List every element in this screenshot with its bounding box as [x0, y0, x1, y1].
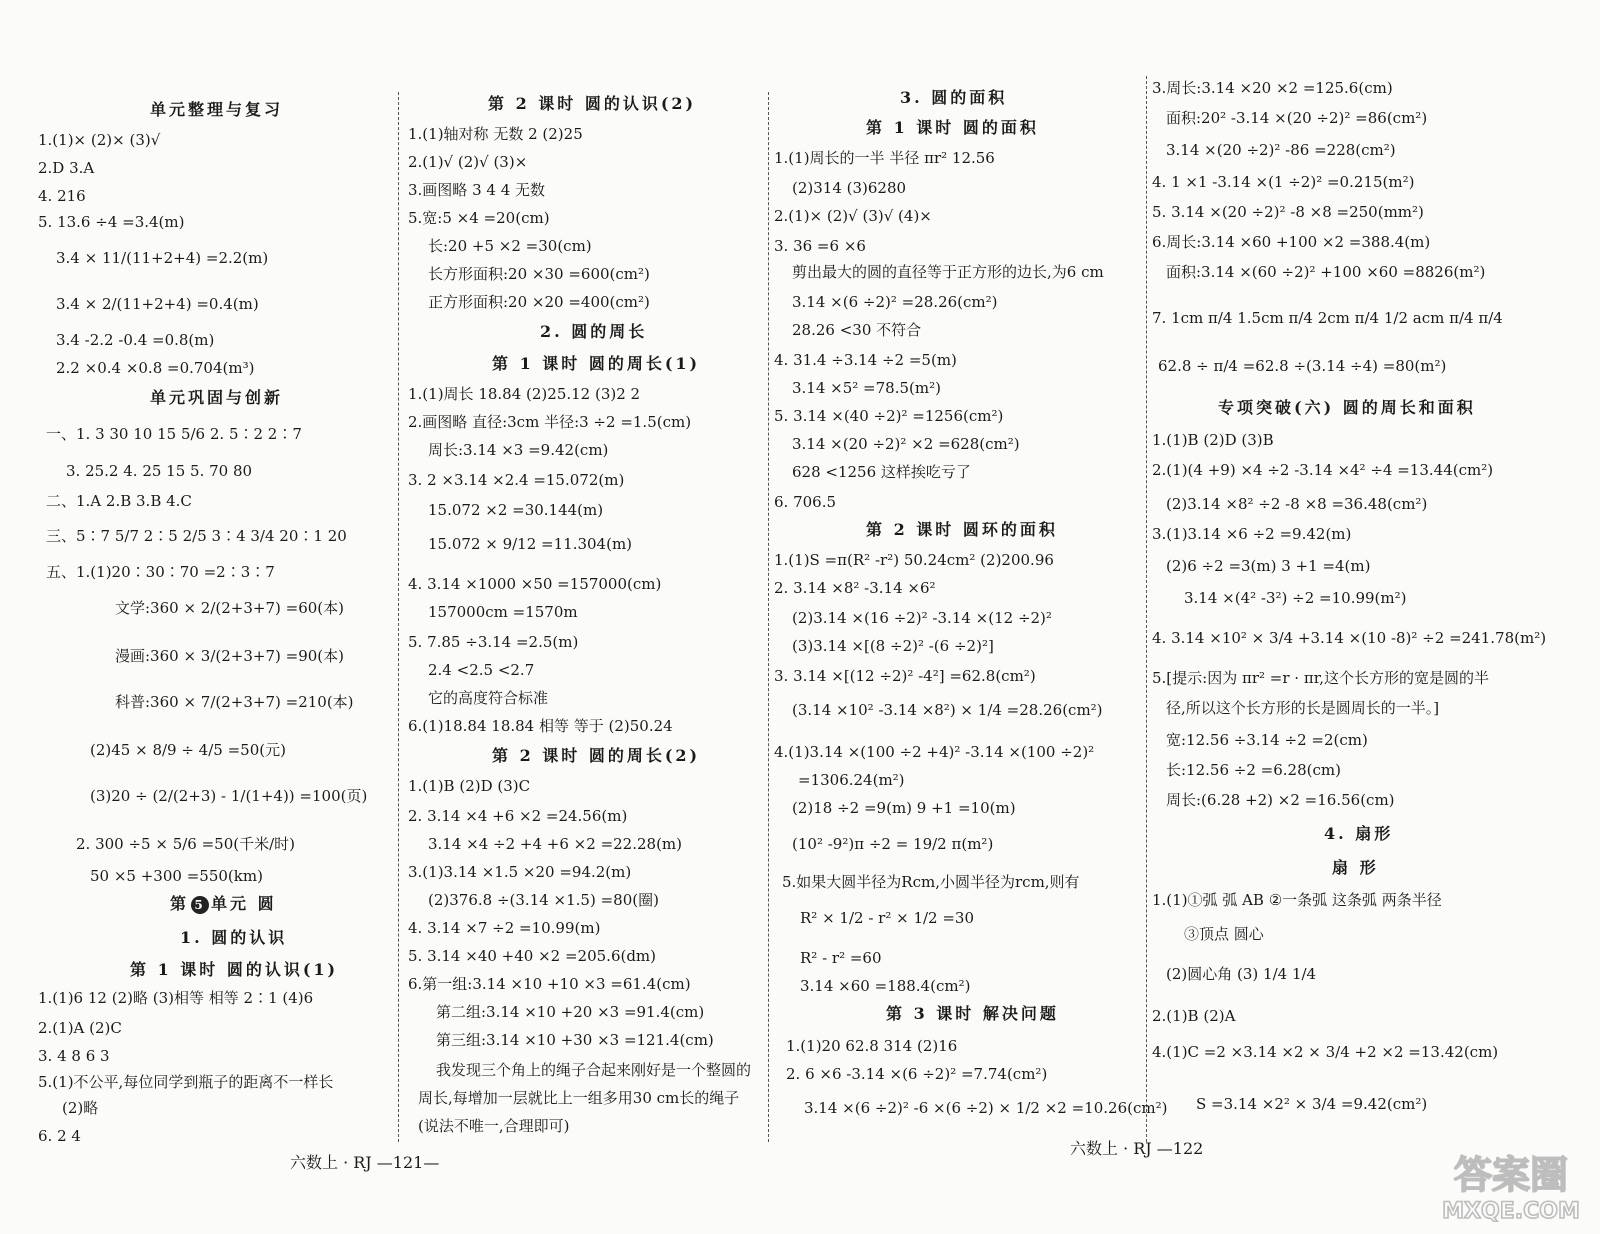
answer-line: 文学:360 × 2/(2+3+7) =60(本) — [115, 599, 344, 617]
answer-line: 1.(1)× (2)× (3)√ — [38, 131, 161, 149]
answer-line: 面积:20² -3.14 ×(20 ÷2)² =86(cm²) — [1166, 109, 1428, 127]
answer-line: 2.(1)√ (2)√ (3)× — [408, 153, 528, 171]
answer-line: 长方形面积:20 ×30 =600(cm²) — [428, 265, 650, 283]
answer-line: 3. 36 =6 ×6 — [774, 237, 866, 255]
answer-line: 3.14 ×(6 ÷2)² =28.26(cm²) — [792, 293, 998, 311]
answer-line: 15.072 ×2 =30.144(m) — [428, 501, 604, 519]
answer-line: ③顶点 圆心 — [1184, 925, 1264, 943]
answer-line: 2.2 ×0.4 ×0.8 =0.704(m³) — [56, 359, 255, 377]
lesson-heading: 第 2 课时 圆的周长(2) — [492, 746, 701, 765]
answer-line: 3.4 × 2/(11+2+4) =0.4(m) — [56, 295, 259, 313]
answer-line: 长:12.56 ÷2 =6.28(cm) — [1166, 761, 1341, 779]
answer-line: 3. 2 ×3.14 ×2.4 =15.072(m) — [408, 471, 625, 489]
section-heading: 专项突破(六) 圆的周长和面积 — [1218, 398, 1476, 417]
unit-number-badge: 5 — [191, 896, 209, 914]
answer-line: 1.(1)轴对称 无数 2 (2)25 — [408, 125, 583, 143]
answer-line: 二、1.A 2.B 3.B 4.C — [46, 492, 192, 510]
watermark-url: MXQE.COM — [1442, 1199, 1580, 1224]
answer-line: 5.宽:5 ×4 =20(cm) — [408, 209, 550, 227]
answer-line: 2.(1)(4 +9) ×4 ÷2 -3.14 ×4² ÷4 =13.44(cm²) — [1152, 461, 1494, 479]
answer-line: 6. 2 4 — [38, 1127, 81, 1145]
answer-line: (2)圆心角 (3) 1/4 1/4 — [1166, 965, 1317, 983]
answer-line: 第二组:3.14 ×10 +20 ×3 =91.4(cm) — [436, 1003, 705, 1021]
answer-line: (2)314 (3)6280 — [792, 179, 907, 197]
column-divider-2 — [768, 92, 769, 1142]
answer-line: 2.(1)B (2)A — [1152, 1007, 1236, 1025]
answer-line: 2.(1)× (2)√ (3)√ (4)× — [774, 207, 932, 225]
answer-line: 3.14 ×60 =188.4(cm²) — [800, 977, 971, 995]
lesson-heading: 第 1 课时 圆的面积 — [866, 118, 1039, 137]
section-heading: 单元整理与复习 — [150, 100, 284, 119]
column-3 — [770, 0, 1168, 1234]
answer-line: 它的高度符合标准 — [428, 689, 549, 707]
answer-line: 5. 3.14 ×40 +40 ×2 =205.6(dm) — [408, 947, 657, 965]
page-footer-right: 六数上 · RJ —122 — [1070, 1139, 1204, 1158]
answer-line: 2. 6 ×6 -3.14 ×(6 ÷2)² =7.74(cm²) — [786, 1065, 1048, 1083]
section-heading: 2. 圆的周长 — [540, 322, 648, 341]
answer-line: 628 <1256 这样挨吃亏了 — [792, 463, 971, 481]
answer-line: 3. 25.2 4. 25 15 5. 70 80 — [66, 462, 253, 480]
answer-line: 50 ×5 +300 =550(km) — [90, 867, 263, 885]
answer-line: 宽:12.56 ÷3.14 ÷2 =2(cm) — [1166, 731, 1368, 749]
answer-line: 2. 3.14 ×4 +6 ×2 =24.56(m) — [408, 807, 628, 825]
column-1 — [0, 0, 398, 1234]
answer-line: 62.8 ÷ π/4 =62.8 ÷(3.14 ÷4) =80(m²) — [1158, 357, 1447, 375]
answer-line: 3.14 ×(20 ÷2)² -86 =228(cm²) — [1166, 141, 1396, 159]
watermark-text: 答案圈 — [1453, 1153, 1569, 1197]
answer-line: 1.(1)20 62.8 314 (2)16 — [786, 1037, 958, 1055]
answer-line: 5. 3.14 ×(20 ÷2)² -8 ×8 =250(mm²) — [1152, 203, 1424, 221]
answer-line: 3.14 ×5² =78.5(m²) — [792, 379, 941, 397]
answer-line: R² - r² =60 — [800, 949, 882, 967]
answer-line: 15.072 × 9/12 =11.304(m) — [428, 535, 633, 553]
answer-line: (2)3.14 ×(16 ÷2)² -3.14 ×(12 ÷2)² — [792, 609, 1052, 627]
answer-line: 5. 13.6 ÷4 =3.4(m) — [38, 213, 185, 231]
answer-line: (2)6 ÷2 =3(m) 3 +1 =4(m) — [1166, 557, 1371, 575]
answer-line: 4. 1 ×1 -3.14 ×(1 ÷2)² =0.215(m²) — [1152, 173, 1415, 191]
answer-line: (2)略 — [62, 1099, 99, 1117]
answer-line: 3.周长:3.14 ×20 ×2 =125.6(cm) — [1152, 79, 1393, 97]
section-heading: 3. 圆的面积 — [900, 88, 1008, 107]
answer-line: =1306.24(m²) — [798, 771, 905, 789]
answer-line: 漫画:360 × 3/(2+3+7) =90(本) — [115, 647, 344, 665]
answer-line: 6.(1)18.84 18.84 相等 等于 (2)50.24 — [408, 717, 673, 735]
answer-line: 3.(1)3.14 ×6 ÷2 =9.42(m) — [1152, 525, 1352, 543]
answer-line: 7. 1cm π/4 1.5cm π/4 2cm π/4 1/2 acm π/4 π/4 — [1152, 309, 1503, 327]
answer-line: (说法不唯一,合理即可) — [418, 1117, 570, 1135]
column-4 — [1148, 0, 1578, 1234]
answer-line: (3.14 ×10² -3.14 ×8²) × 1/4 =28.26(cm²) — [792, 701, 1103, 719]
answer-line: (2)376.8 ÷(3.14 ×1.5) =80(圈) — [428, 891, 659, 909]
answer-line: 1.(1)①弧 弧 AB ②一条弧 这条弧 两条半径 — [1152, 891, 1442, 909]
answer-line: 3.14 ×4 ÷2 +4 +6 ×2 =22.28(m) — [428, 835, 683, 853]
answer-line: 3.14 ×(20 ÷2)² ×2 =628(cm²) — [792, 435, 1020, 453]
answer-line: 五、1.(1)20∶30∶70 =2∶3∶7 — [46, 563, 275, 581]
unit-prefix: 第 — [170, 894, 190, 913]
answer-line: (2)3.14 ×8² ÷2 -8 ×8 =36.48(cm²) — [1166, 495, 1428, 513]
answer-line: 2.D 3.A — [38, 159, 95, 177]
answer-line: S =3.14 ×2² × 3/4 =9.42(cm²) — [1196, 1095, 1428, 1113]
answer-line: R² × 1/2 - r² × 1/2 =30 — [800, 909, 975, 927]
answer-line: 2. 300 ÷5 × 5/6 =50(千米/时) — [76, 835, 296, 853]
answer-line: 周长:(6.28 +2) ×2 =16.56(cm) — [1166, 791, 1395, 809]
answer-line: (2)45 × 8/9 ÷ 4/5 =50(元) — [90, 741, 286, 759]
unit-heading — [170, 894, 277, 914]
column-divider-1 — [398, 92, 399, 1142]
answer-line: 6.周长:3.14 ×60 +100 ×2 =388.4(m) — [1152, 233, 1431, 251]
answer-line: 三、5∶7 5/7 2∶5 2/5 3∶4 3/4 20∶1 20 — [46, 527, 347, 545]
answer-line: 周长:3.14 ×3 =9.42(cm) — [428, 441, 609, 459]
answer-line: 面积:3.14 ×(60 ÷2)² +100 ×60 =8826(m²) — [1166, 263, 1486, 281]
answer-line: 剪出最大的圆的直径等于正方形的边长,为6 cm — [792, 263, 1104, 281]
section-heading: 4. 扇形 — [1324, 824, 1394, 843]
answer-line: 3.14 ×(4² -3²) ÷2 =10.99(m²) — [1184, 589, 1407, 607]
answer-line: 5.如果大圆半径为Rcm,小圆半径为rcm,则有 — [782, 873, 1080, 891]
answer-line: 一、1. 3 30 10 15 5/6 2. 5∶2 2∶7 — [46, 425, 302, 443]
answer-line: 科普:360 × 7/(2+3+7) =210(本) — [115, 693, 354, 711]
answer-line: 径,所以这个长方形的长是圆周长的一半。] — [1166, 699, 1440, 717]
section-heading: 扇 形 — [1332, 858, 1379, 877]
answer-line: 1.(1)B (2)D (3)B — [1152, 431, 1274, 449]
answer-line: 4. 3.14 ×1000 ×50 =157000(cm) — [408, 575, 662, 593]
answer-line: 157000cm =1570m — [428, 603, 578, 621]
answer-line: 1.(1)6 12 (2)略 (3)相等 相等 2∶1 (4)6 — [38, 989, 314, 1007]
section-heading: 1. 圆的认识 — [180, 928, 288, 947]
answer-line: 3.4 -2.2 -0.4 =0.8(m) — [56, 331, 215, 349]
answer-line: (3)3.14 ×[(8 ÷2)² -(6 ÷2)²] — [792, 637, 994, 655]
answer-line: 周长,每增加一层就比上一组多用30 cm长的绳子 — [418, 1089, 740, 1107]
column-divider-3 — [1146, 76, 1147, 1142]
answer-line: 28.26 <30 不符合 — [792, 321, 922, 339]
watermark-logo — [1436, 1144, 1586, 1224]
answer-line: 3. 3.14 ×[(12 ÷2)² -4²] =62.8(cm²) — [774, 667, 1036, 685]
section-heading: 单元巩固与创新 — [150, 388, 284, 407]
answer-line: 第三组:3.14 ×10 +30 ×3 =121.4(cm) — [436, 1031, 714, 1049]
answer-line: 4.(1)C =2 ×3.14 ×2 × 3/4 +2 ×2 =13.42(cm) — [1152, 1043, 1499, 1061]
answer-line: 5. 3.14 ×(40 ÷2)² =1256(cm²) — [774, 407, 1004, 425]
answer-line: 4.(1)3.14 ×(100 ÷2 +4)² -3.14 ×(100 ÷2)² — [774, 743, 1095, 761]
answer-line: 长:20 +5 ×2 =30(cm) — [428, 237, 592, 255]
answer-line: 4. 216 — [38, 187, 86, 205]
answer-line: 我发现三个角上的绳子合起来刚好是一个整圆的 — [436, 1061, 752, 1079]
lesson-heading: 第 2 课时 圆环的面积 — [866, 520, 1058, 539]
answer-line: 3. 4 8 6 3 — [38, 1047, 110, 1065]
answer-line: (3)20 ÷ (2/(2+3) - 1/(1+4)) =100(页) — [90, 787, 368, 805]
answer-line: (2)18 ÷2 =9(m) 9 +1 =10(m) — [792, 799, 1016, 817]
answer-line: (10² -9²)π ÷2 = 19/2 π(m²) — [792, 835, 994, 853]
answer-line: 1.(1)周长 18.84 (2)25.12 (3)2 2 — [408, 385, 641, 403]
page-footer-left: 六数上 · RJ —121— — [290, 1153, 440, 1172]
unit-title: 单元 圆 — [211, 894, 277, 913]
answer-line: 3.14 ×(6 ÷2)² -6 ×(6 ÷2) × 1/2 ×2 =10.26(cm²) — [804, 1099, 1168, 1117]
answer-line: 5. 7.85 ÷3.14 =2.5(m) — [408, 633, 579, 651]
answer-line: 6. 706.5 — [774, 493, 837, 511]
lesson-heading: 第 1 课时 圆的周长(1) — [492, 354, 701, 373]
answer-line: 4. 31.4 ÷3.14 ÷2 =5(m) — [774, 351, 957, 369]
answer-line: 6.第一组:3.14 ×10 +10 ×3 =61.4(cm) — [408, 975, 691, 993]
answer-line: 1.(1)S =π(R² -r²) 50.24cm² (2)200.96 — [774, 551, 1054, 569]
answer-line: 3.4 × 11/(11+2+4) =2.2(m) — [56, 249, 269, 267]
answer-line: 4. 3.14 ×10² × 3/4 +3.14 ×(10 -8)² ÷2 =241.78(m²) — [1152, 629, 1547, 647]
answer-line: 5.(1)不公平,每位同学到瓶子的距离不一样长 — [38, 1073, 334, 1091]
answer-line: 1.(1)B (2)D (3)C — [408, 777, 531, 795]
lesson-heading: 第 1 课时 圆的认识(1) — [130, 960, 339, 979]
answer-line: 2.画图略 直径:3cm 半径:3 ÷2 =1.5(cm) — [408, 413, 692, 431]
answer-line: 1.(1)周长的一半 半径 πr² 12.56 — [774, 149, 995, 167]
lesson-heading: 第 3 课时 解决问题 — [886, 1004, 1059, 1023]
column-2 — [400, 0, 768, 1234]
answer-line: 2.(1)A (2)C — [38, 1019, 122, 1037]
answer-line: 2. 3.14 ×8² -3.14 ×6² — [774, 579, 936, 597]
lesson-heading: 第 2 课时 圆的认识(2) — [488, 94, 697, 113]
answer-line: 2.4 <2.5 <2.7 — [428, 661, 535, 679]
answer-line: 正方形面积:20 ×20 =400(cm²) — [428, 293, 650, 311]
answer-line: 4. 3.14 ×7 ÷2 =10.99(m) — [408, 919, 601, 937]
answer-line: 3.画图略 3 4 4 无数 — [408, 181, 546, 199]
answer-line: 5.[提示:因为 πr² =r · πr,这个长方形的宽是圆的半 — [1152, 669, 1489, 687]
answer-line: 3.(1)3.14 ×1.5 ×20 =94.2(m) — [408, 863, 632, 881]
